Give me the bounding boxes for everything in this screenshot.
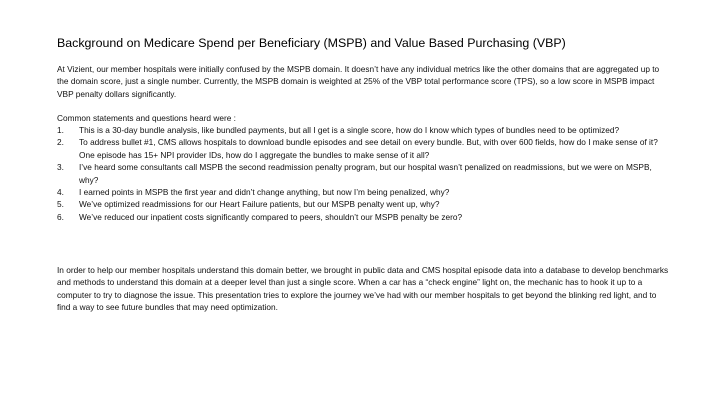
question-text: We’ve reduced our inpatient costs significantly compared to peers, shouldn’t our MSPB penalty be zero? (79, 211, 463, 222)
slide-title: Background on Medicare Spend per Beneficiary (MSPB) and Value Based Purchasing (VBP) (57, 36, 566, 50)
question-item (57, 136, 669, 161)
question-text: To address bullet #1, CMS allows hospitals to download bundle episodes and see detail on every bundle. But, with over 600 fields, how do I make sense of it? One episode has 15+ NPI provider IDs, how do I aggregate the bundles to make sense of it all? (79, 137, 658, 160)
intro-paragraph: At Vizient, our member hospitals were initially confused by the MSPB domain. It doesn’t have any individual metrics like the other domains that are aggregated up to the domain score, just a single number. Currently, the MSPB domain is weighted at 25% of the VBP total performance score (TPS), so a low score in MSPB impact VBP penalty dollars significantly. (57, 64, 660, 99)
question-item (57, 211, 669, 223)
question-item (57, 124, 669, 136)
question-number: 4. (57, 187, 64, 198)
question-text: We’ve optimized readmissions for our Heart Failure patients, but our MSPB penalty went up, why? (79, 199, 440, 210)
question-text: This is a 30-day bundle analysis, like bundled payments, but all I get is a single score, how do I know which types of bundles need to be optimized? (79, 125, 620, 135)
question-item (57, 161, 669, 186)
question-item (57, 198, 669, 210)
question-item (57, 186, 669, 198)
question-number: 5. (57, 199, 64, 210)
closing-paragraph: In order to help our member hospitals understand this domain better, we brought in public data and CMS hospital episode data into a database to develop benchmarks and methods to understand this domain at a deeper level than just a single score. When a car has a “check engine” light on, the mechanic has to hook it up to a computer to try to diagnose the issue. This presentation tries to explore the journey we’ve had with our member hospitals to get beyond the blinking red light, and to find a way to see future bundles that may need optimization. (57, 265, 669, 313)
question-number: 1. (57, 125, 64, 135)
question-number: 6. (57, 211, 64, 222)
question-text: I’ve heard some consultants call MSPB the second readmission penalty program, but our hospital wasn’t penalized on readmissions, but we were on MSPB, why? (79, 162, 652, 185)
questions-list (57, 124, 669, 223)
question-number: 3. (57, 162, 64, 173)
question-number: 2. (57, 137, 64, 148)
question-text: I earned points in MSPB the first year and didn’t change anything, but now I’m being penalized, why? (79, 187, 450, 198)
questions-heading: Common statements and questions heard were : (57, 113, 236, 123)
